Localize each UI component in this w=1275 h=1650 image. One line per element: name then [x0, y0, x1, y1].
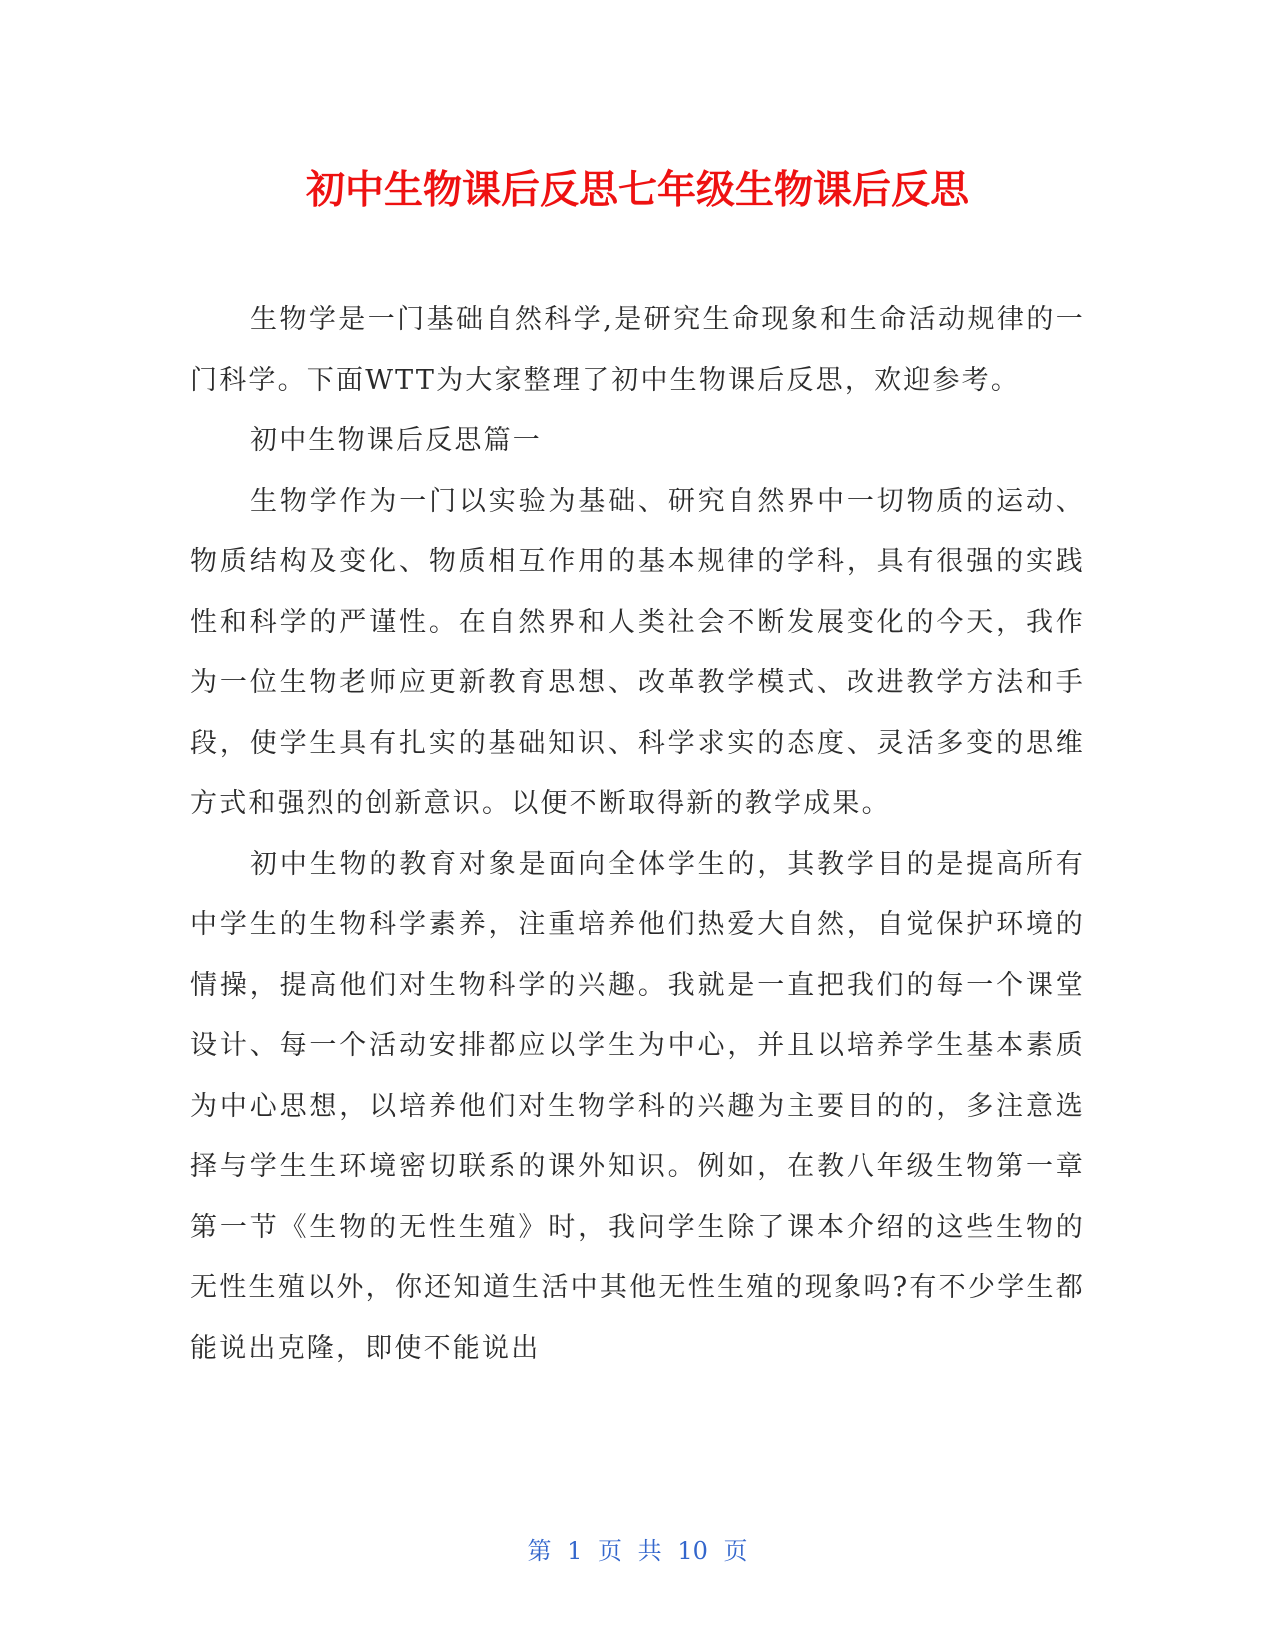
footer-page-number: 1 — [567, 1537, 583, 1565]
footer-prefix: 第 — [527, 1537, 552, 1565]
footer-suffix: 页 — [723, 1537, 748, 1565]
body-paragraph: 生物学作为一门以实验为基础、研究自然界中一切物质的运动、物质结构及变化、物质相互作用的基本规律的学科，具有很强的实践性和科学的严谨性。在自然界和人类社会不断发展变化的今天，我作为一位生物老师应更新教育思想、改革教学模式、改进教学方法和手段，使学生具有扎实的基础知识、科学求实的态度、灵活多变的思维方式和强烈的创新意识。以便不断取得新的教学成果。 — [190, 485, 1085, 819]
body-paragraph: 初中生物的教育对象是面向全体学生的，其教学目的是提高所有中学生的生物科学素养，注重培养他们热爱大自然，自觉保护环境的情操，提高他们对生物科学的兴趣。我就是一直把我们的每一个课堂设计、每一个活动安排都应以学生为中心，并且以培养学生基本素质为中心思想，以培养他们对生物学科的兴趣为主要目的的，多注意选择与学生生环境密切联系的课外知识。例如，在教八年级生物第一章第一节《生物的无性生殖》时，我问学生除了课本介绍的这些生物的无性生殖以外，你还知道生活中其他无性生殖的现象吗?有不少学生都能说出克隆，即使不能说出 — [190, 848, 1085, 1364]
document-body — [190, 290, 1085, 1379]
section-heading: 初中生物课后反思篇一 — [250, 425, 542, 456]
intro-paragraph: 生物学是一门基础自然科学,是研究生命现象和生命活动规律的一门科学。下面WTT为大家整理了初中生物课后反思，欢迎参考。 — [190, 304, 1085, 396]
footer-total-pages: 10 — [677, 1537, 708, 1565]
page-footer — [0, 1535, 1275, 1567]
document-title: 初中生物课后反思七年级生物课后反思 — [305, 168, 969, 213]
footer-middle: 页 共 — [598, 1537, 662, 1565]
